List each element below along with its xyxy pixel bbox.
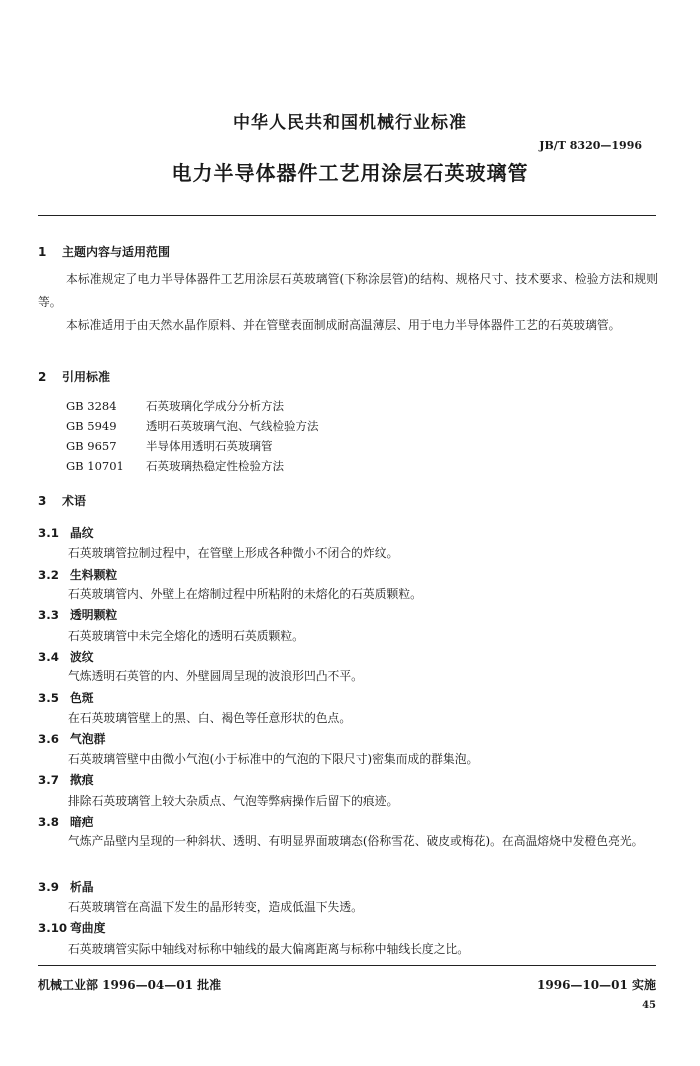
reference-name: 石英玻璃化学成分分析方法 [146,399,284,413]
section-2-heading [38,368,110,385]
section-3-heading [38,492,86,509]
issuing-organization: 中华人民共和国机械行业标准 [233,113,467,133]
term-heading: 3.2 生料颗粒 [38,568,118,582]
reference-code: GB 3284 [66,399,117,413]
section-1-heading [38,243,170,260]
approval-line: 机械工业部 1996—04—01 批准 [38,978,222,992]
term-heading: 3.4 波纹 [38,650,94,664]
section-number: 3 [38,494,47,508]
section-title: 主题内容与适用范围 [62,245,171,259]
term-definition: 石英玻璃管实际中轴线对标称中轴线的最大偏离距离与标称中轴线长度之比。 [68,942,470,956]
term-definition: 在石英玻璃管壁上的黑、白、褐色等任意形状的色点。 [68,711,352,725]
term-definition: 石英玻璃管壁中由微小气泡(小于标准中的气泡的下限尺寸)密集而成的群集泡。 [68,752,479,766]
page-number: 45 [642,1000,656,1011]
section-1-paragraph: 本标准规定了电力半导体器件工艺用涂层石英玻璃管(下称涂层管)的结构、规格尺寸、技术要求、检验方法和规则等。 [38,272,658,309]
term-heading: 3.10 弯曲度 [38,921,106,935]
term-heading: 3.5 色斑 [38,691,94,705]
reference-name: 透明石英玻璃气泡、气线检验方法 [146,419,319,433]
reference-code: GB 10701 [66,459,124,473]
term-heading: 3.1 晶纹 [38,526,94,540]
section-number: 2 [38,370,47,384]
term-heading: 3.6 气泡群 [38,732,106,746]
implementation-line: 1996—10—01 实施 [537,978,656,992]
reference-item [66,458,284,474]
reference-item [66,418,319,434]
term-heading: 3.3 透明颗粒 [38,608,118,622]
section-title: 引用标准 [62,370,111,384]
term-definition: 气炼透明石英管的内、外壁圆周呈现的波浪形凹凸不平。 [68,669,363,683]
reference-code: GB 9657 [66,439,117,453]
reference-code: GB 5949 [66,419,117,433]
reference-name: 半导体用透明石英玻璃管 [146,439,273,453]
term-definition: 气炼产品壁内呈现的一种斜状、透明、有明显界面玻璃态(俗称雪花、破皮或梅花)。在高温熔烧中发橙色亮光。 [68,834,644,848]
standard-code: JB/T 8320—1996 [539,139,642,152]
reference-name: 石英玻璃热稳定性检验方法 [146,459,284,473]
term-definition: 石英玻璃管内、外壁上在熔制过程中所粘附的未熔化的石英质颗粒。 [68,587,422,601]
term-definition: 石英玻璃管中未完全熔化的透明石英质颗粒。 [68,629,304,643]
term-heading: 3.9 析晶 [38,880,94,894]
term-heading: 3.8 暗疤 [38,815,94,829]
term-heading: 3.7 揿痕 [38,773,94,787]
section-1-paragraph: 本标准适用于由天然水晶作原料、并在管壁表面制成耐高温薄层、用于电力半导体器件工艺的石英玻璃管。 [66,318,621,332]
term-definition: 石英玻璃管在高温下发生的晶形转变，造成低温下失透。 [68,900,363,914]
term-definition: 石英玻璃管拉制过程中，在管壁上形成各种微小不闭合的炸纹。 [68,546,399,560]
section-title: 术语 [62,494,87,508]
header-divider [38,215,656,216]
section-number: 1 [38,245,47,259]
reference-item [66,398,284,414]
document-title: 电力半导体器件工艺用涂层石英玻璃管 [171,161,529,185]
reference-item [66,438,273,454]
footer-divider [38,965,656,966]
term-definition: 排除石英玻璃管上较大杂质点、气泡等弊病操作后留下的痕迹。 [68,794,399,808]
